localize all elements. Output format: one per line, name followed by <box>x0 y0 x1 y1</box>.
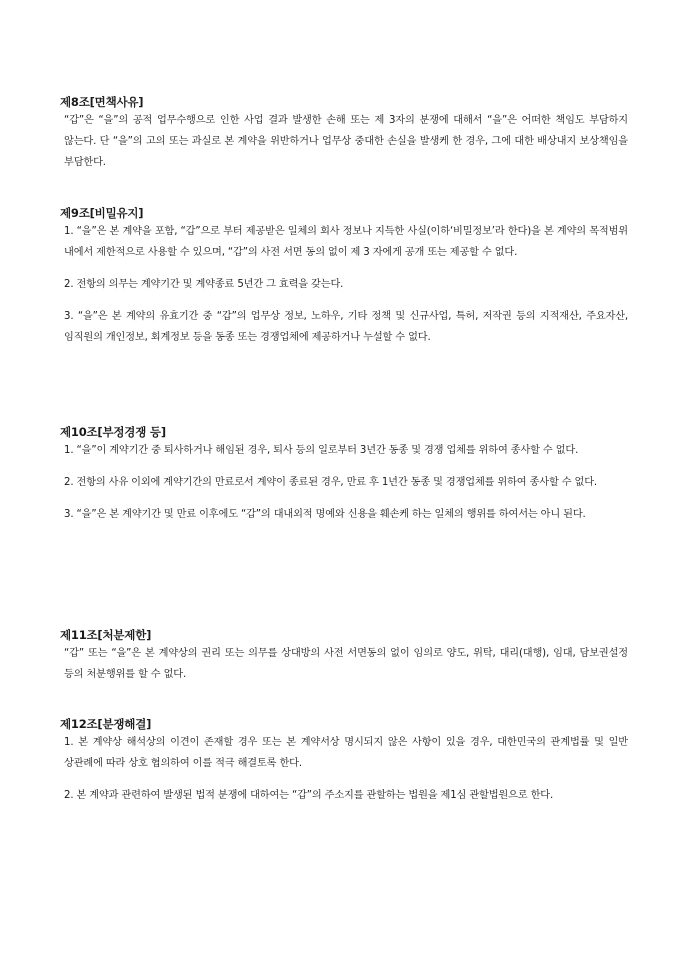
article-title: 제8조[면책사유] <box>60 95 144 109</box>
article-title: 제9조[비밀유지] <box>60 206 144 220</box>
article-paragraph: 1. “을”은 본 계약을 포함, “갑”으로 부터 제공받은 일체의 회사 정보나 지득한 사실(이하‘비밀정보’라 한다)을 본 계약의 목적범위 내에서 제한적으로 사용할 수 있으며, “갑”의 사전 서면 동의 없이 제 3 자에게 공개 또는 제공할 수 없다. <box>64 226 628 258</box>
article-paragraph: 2. 전항의 사유 이외에 계약기간의 만료로서 계약이 종료된 경우, 만료 후 1년간 동종 및 경쟁업체를 위하여 종사할 수 없다. <box>64 477 597 488</box>
article-paragraph: 2. 전항의 의무는 계약기간 및 계약종료 5년간 그 효력을 갖는다. <box>64 279 344 290</box>
article-title: 제11조[처분제한] <box>60 628 152 642</box>
article-11 <box>60 627 628 685</box>
article-12 <box>60 716 628 806</box>
article-9 <box>60 205 628 348</box>
article-title: 제10조[부정경쟁 등] <box>60 425 166 439</box>
article-paragraph: 3. “을”은 본 계약기간 및 만료 이후에도 “갑”의 대내외적 명예와 신용을 훼손케 하는 일체의 행위를 하여서는 아니 된다. <box>64 509 586 520</box>
article-paragraph: “갑” 또는 “을”은 본 계약상의 권리 또는 의무를 상대방의 사전 서면동의 없이 임의로 양도, 위탁, 대리(대행), 임대, 담보권설정 등의 처분행위를 할 수 없다. <box>64 648 628 680</box>
article-paragraph: “갑”은 “을”의 공적 업무수행으로 인한 사업 결과 발생한 손해 또는 제 3자의 분쟁에 대해서 “을”은 어떠한 책임도 부담하지 않는다. 단 “을”의 고의 또는 과실로 본 계약을 위반하거나 업무상 중대한 손실을 발생케 한 경우, 그에 대한 배상내지 보상책임을 부담한다. <box>64 115 628 168</box>
article-title: 제12조[분쟁해결] <box>60 717 152 731</box>
article-paragraph: 3. “을”은 본 계약의 유효기간 중 “갑”의 업무상 정보, 노하우, 기타 정책 및 신규사업, 특허, 저작권 등의 지적재산, 주요자산, 임직원의 개인정보, 회계정보 등을 동종 또는 경쟁업체에 제공하거나 누설할 수 없다. <box>64 311 628 343</box>
article-paragraph: 1. “을”이 계약기간 중 퇴사하거나 해임된 경우, 퇴사 등의 일로부터 3년간 동종 및 경쟁 업체를 위하여 종사할 수 없다. <box>64 445 579 456</box>
article-paragraph: 1. 본 계약상 해석상의 이견이 존재할 경우 또는 본 계약서상 명시되지 않은 사항이 있을 경우, 대한민국의 관계법률 및 일반 상관례에 따라 상호 협의하여 이를 적극 해결토록 한다. <box>64 737 628 769</box>
article-10 <box>60 424 628 525</box>
article-paragraph: 2. 본 계약과 관련하여 발생된 법적 분쟁에 대하여는 “갑”의 주소지를 관할하는 법원을 제1심 관할법원으로 한다. <box>64 790 554 801</box>
article-8 <box>60 94 628 173</box>
